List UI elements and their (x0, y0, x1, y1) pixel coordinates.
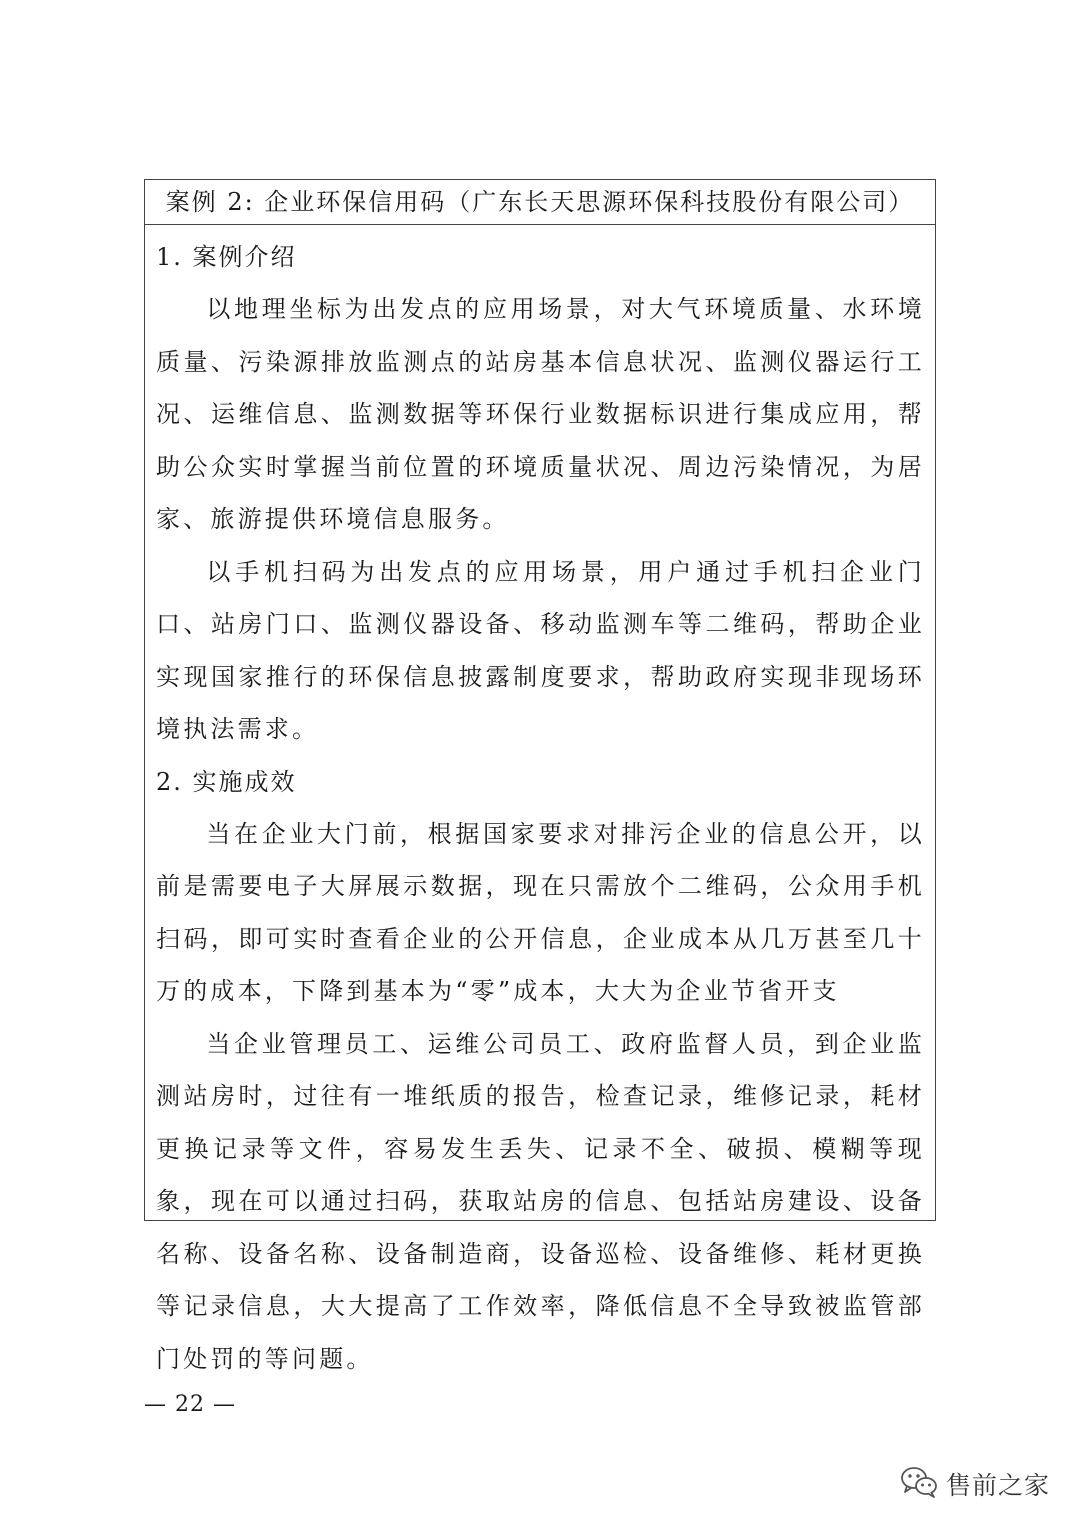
paragraph: 以地理坐标为出发点的应用场景，对大气环境质量、水环境质量、污染源排放监测点的站房基本信息状况、监测仪器运行工况、运维信息、监测数据等环保行业数据标识进行集成应用，帮助公众实时掌握当前位置的环境质量状况、周边污染情况，为居家、旅游提供环境信息服务。 (156, 295, 925, 533)
section-heading-results: 2. 实施成效 (156, 767, 297, 796)
watermark-text: 售前之家 (946, 1471, 1051, 1500)
paragraph: 当企业管理员工、运维公司员工、政府监督人员，到企业监测站房时，过往有一堆纸质的报告，检查记录，维修记录，耗材更换记录等文件，容易发生丢失、记录不全、破损、模糊等现象，现在可以通过扫码，获取站房的信息、包括站房建设、设备名称、设备名称、设备制造商，设备巡检、设备维修、耗材更换等记录信息，大大提高了工作效率，降低信息不全导致被监管部门处罚的等问题。 (156, 1029, 925, 1373)
case-title: 案例 2: 企业环保信用码（广东长天思源环保科技股份有限公司） (145, 180, 935, 225)
section-heading-intro: 1. 案例介绍 (156, 243, 297, 271)
case-body (145, 225, 935, 1385)
paragraph: 以手机扫码为出发点的应用场景，用户通过手机扫企业门口、站房门口、监测仪器设备、移动监测车等二维码，帮助企业实现国家推行的环保信息披露制度要求，帮助政府实现非现场环境执法需求。 (156, 557, 925, 743)
watermark (900, 1464, 1050, 1504)
case-table (144, 179, 936, 1373)
wechat-icon (900, 1465, 938, 1503)
paragraph: 当在企业大门前，根据国家要求对排污企业的信息公开，以前是需要电子大屏展示数据，现在只需放个二维码，公众用手机扫码，即可实时查看企业的公开信息，企业成本从几万甚至几十万的成本，下降到基本为“零”成本，大大为企业节省开支 (156, 819, 925, 1005)
page-number: — 22 — (144, 1392, 236, 1417)
